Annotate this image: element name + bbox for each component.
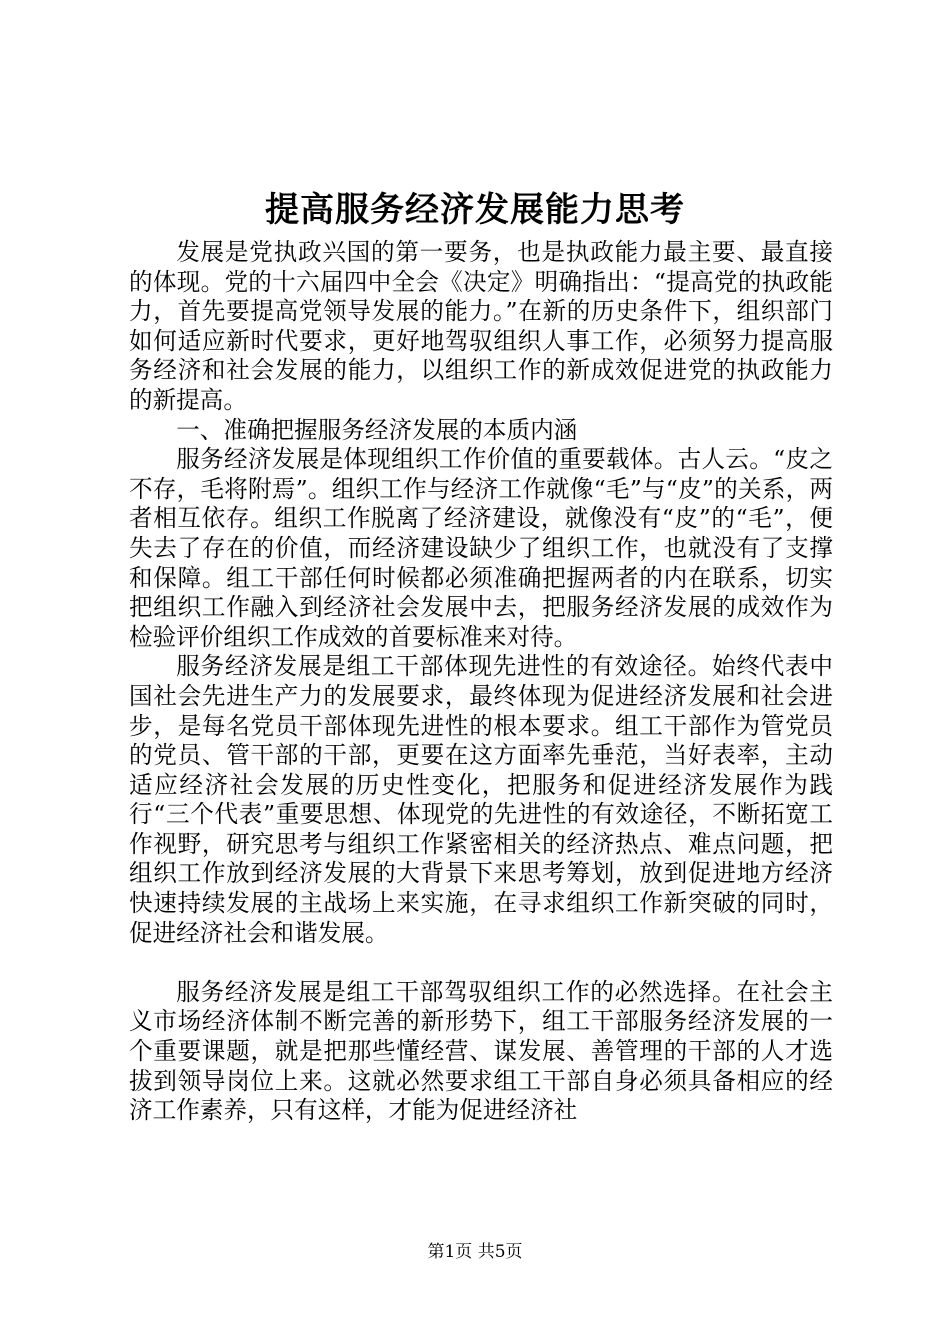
paragraph-value-carrier: 服务经济发展是体现组织工作价值的重要载体。古人云。“皮之不存，毛将附焉”。组织工作与经济工作就像“毛”与“皮”的关系，两者相互依存。组织工作脱离了经济建设，就像没有“皮”的“毛”，便失去了存在的价值，而经济建设缺少了组织工作，也就没有了支撑和保障。组工干部任何时候都必须准确把握两者的内在联系，切实把组织工作融入到经济社会发展中去，把服务经济发展的成效作为检验评价组织工作成效的首要标准来对待。	[129, 445, 833, 651]
paragraph-inevitable-choice: 服务经济发展是组工干部驾驭组织工作的必然选择。在社会主义市场经济体制不断完善的新形势下，组工干部服务经济发展的一个重要课题，就是把那些懂经营、谋发展、善管理的干部的人才选拔到领导岗位上来。这就必然要求组工干部自身必须具备相应的经济工作素养，只有这样，才能为促进经济社	[129, 977, 833, 1125]
document-body	[129, 238, 833, 1126]
page-number-footer: 第1页 共5页	[427, 1242, 523, 1262]
document-title: 提高服务经济发展能力思考	[265, 190, 685, 230]
paragraph-intro: 发展是党执政兴国的第一要务，也是执政能力最主要、最直接的体现。党的十六届四中全会《决定》明确指出：“提高党的执政能力，首先要提高党领导发展的能力。”在新的历史条件下，组织部门如何适应新时代要求，更好地驾驭组织人事工作，必须努力提高服务经济和社会发展的能力，以组织工作的新成效促进党的执政能力的新提高。	[129, 238, 833, 414]
section-heading: 一、准确把握服务经济发展的本质内涵	[176, 415, 578, 444]
paragraph-advanced-nature: 服务经济发展是组工干部体现先进性的有效途径。始终代表中国社会先进生产力的发展要求，最终体现为促进经济发展和社会进步，是每名党员干部体现先进性的根本要求。组工干部作为管党员的党员、管干部的干部，更要在这方面率先垂范，当好表率，主动适应经济社会发展的历史性变化，把服务和促进经济发展作为践行“三个代表”重要思想、体现党的先进性的有效途径，不断拓宽工作视野，研究思考与组织工作紧密相关的经济热点、难点问题，把组织工作放到经济发展的大背景下来思考筹划，放到促进地方经济快速持续发展的主战场上来实施，在寻求组织工作新突破的同时，促进经济社会和谐发展。	[129, 652, 833, 947]
paragraph-spacer	[129, 948, 833, 978]
